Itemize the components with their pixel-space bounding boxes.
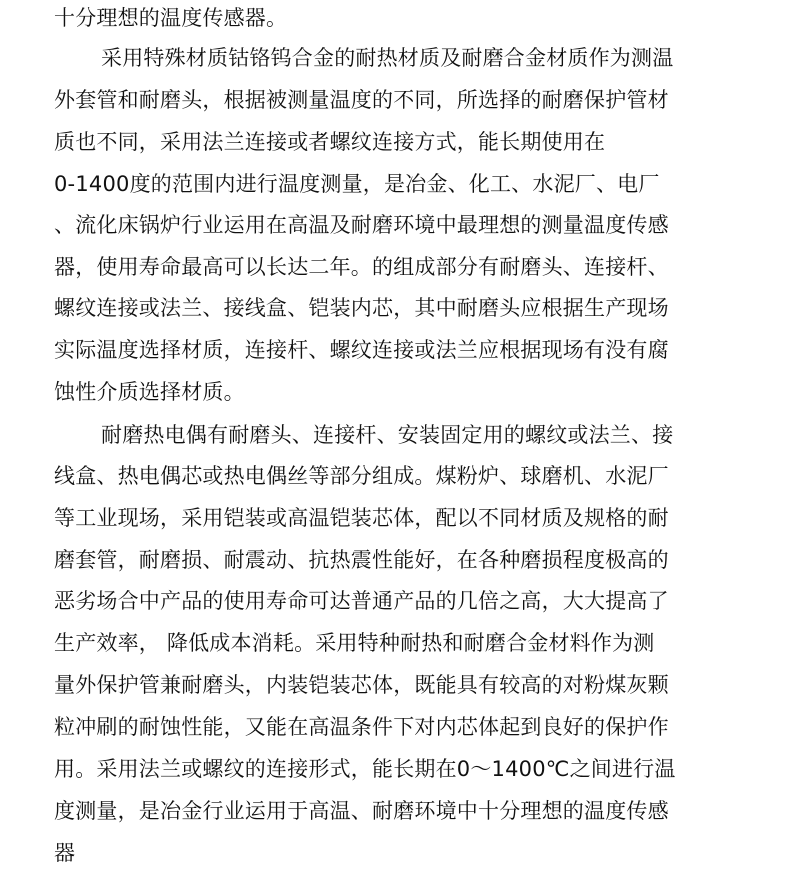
paragraph-1-line-4: 0-1400度的范围内进行温度测量，是冶金、化工、水泥厂、电厂 <box>54 172 660 196</box>
paragraph-2-line-1: 耐磨热电偶有耐磨头、连接杆、安装固定用的螺纹或法兰、接 <box>101 423 674 447</box>
paragraph-2-line-2: 线盒、热电偶芯或热电偶丝等部分组成。煤粉炉、球磨机、水泥厂 <box>54 464 669 488</box>
paragraph-1-line-8: 实际温度选择材质，连接杆、螺纹连接或法兰应根据现场有没有腐 <box>54 338 669 362</box>
paragraph-1-line-2: 外套管和耐磨头，根据被测量温度的不同，所选择的耐磨保护管材 <box>54 88 669 112</box>
paragraph-2-line-3: 等工业现场，采用铠装或高温铠装芯体，配以不同材质及规格的耐 <box>54 506 669 530</box>
paragraph-2-line-10: 度测量，是冶金行业运用于高温、耐磨环境中十分理想的温度传感 <box>54 799 669 823</box>
paragraph-2-line-11: 器 <box>54 841 76 865</box>
paragraph-1-line-6: 器，使用寿命最高可以长达二年。的组成部分有耐磨头、连接杆、 <box>54 255 669 279</box>
text-line-1: 十分理想的温度传感器。 <box>54 6 288 30</box>
paragraph-2-line-8: 粒冲刷的耐蚀性能，又能在高温条件下对内芯体起到良好的保护作 <box>54 715 669 739</box>
paragraph-1-line-3: 质也不同，采用法兰连接或者螺纹连接方式，能长期使用在 <box>54 130 606 154</box>
paragraph-2-line-7: 量外保护管兼耐磨头，内装铠装芯体，既能具有较高的对粉煤灰颗 <box>54 673 669 697</box>
paragraph-1-line-9: 蚀性介质选择材质。 <box>54 380 245 404</box>
paragraph-1-line-1: 采用特殊材质钴铬钨合金的耐热材质及耐磨合金材质作为测温 <box>101 46 674 70</box>
paragraph-2-line-6: 生产效率， 降低成本消耗。采用特种耐热和耐磨合金材料作为测 <box>54 631 655 655</box>
paragraph-1-line-7: 螺纹连接或法兰、接线盒、铠装内芯，其中耐磨头应根据生产现场 <box>54 296 669 320</box>
paragraph-2-line-4: 磨套管，耐磨损、耐震动、抗热震性能好，在各种磨损程度极高的 <box>54 548 669 572</box>
paragraph-2-line-5: 恶劣场合中产品的使用寿命可达普通产品的几倍之高，大大提高了 <box>54 589 669 613</box>
paragraph-1-line-5: 、流化床锅炉行业运用在高温及耐磨环境中最理想的测量温度传感 <box>54 213 669 237</box>
paragraph-2-line-9: 用。采用法兰或螺纹的连接形式，能长期在0～1400℃之间进行温 <box>54 757 676 781</box>
